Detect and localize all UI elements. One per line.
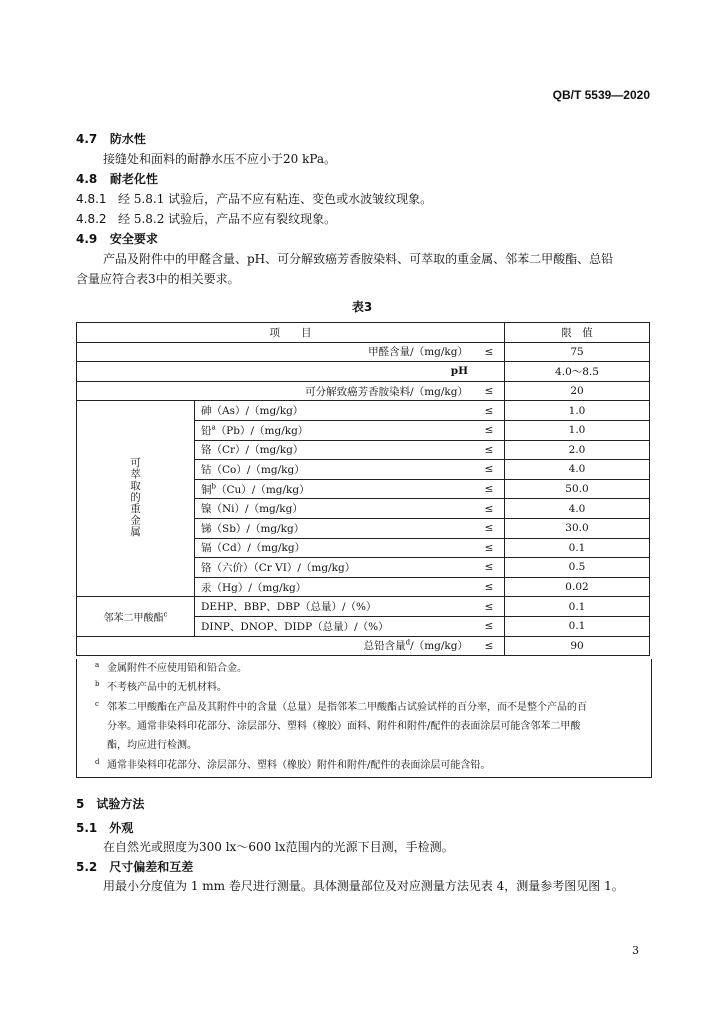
row-limit: 0.1: [505, 597, 650, 617]
row-limit: 0.1: [505, 538, 650, 558]
le-sign: ≤: [474, 577, 505, 597]
row-limit: 50.0: [505, 479, 650, 499]
footnote-mark: b: [211, 482, 216, 491]
requirements-table: [76, 322, 650, 656]
section-5-2-heading: 5.2 尺寸偏差和互差: [76, 860, 194, 874]
le-sign: ≤: [474, 558, 505, 578]
section-5-1-body: 在自然光或照度为300 lx～600 lx范围内的光源下目测，手检测。: [103, 840, 454, 854]
footnote-mark: c: [95, 700, 99, 708]
header-limit: 限 值: [505, 323, 650, 343]
row-limit: 4.0～8.5: [505, 362, 650, 382]
clause-body: 接缝处和面料的耐静水压不应小于20 kPa。: [103, 152, 337, 166]
clause-number: 4.9: [76, 232, 98, 246]
footnote-mark: d: [405, 638, 411, 647]
section-5-1-heading: 5.1 外观: [76, 821, 134, 835]
footnote-mark: a: [95, 661, 100, 669]
clause-title: 耐老化性: [109, 172, 158, 186]
section-5-heading: 5 试验方法: [76, 797, 145, 811]
table-row: [77, 401, 650, 421]
header-item: 项 目: [77, 323, 505, 343]
table-row: [77, 342, 650, 362]
clause-number: 4.8.2: [76, 212, 107, 226]
table-row: [77, 597, 650, 617]
group-label-text: 可萃取的重金属: [129, 457, 141, 538]
clause-title: 防水性: [109, 132, 146, 146]
row-limit: 0.02: [505, 577, 650, 597]
row-limit: 1.0: [505, 401, 650, 421]
le-sign: [474, 362, 505, 382]
row-item: 可分解致癌芳香胺染料/（mg/kg）: [77, 381, 475, 401]
clause-4-8-2: [76, 211, 336, 227]
le-sign: ≤: [474, 440, 505, 460]
footnote-mark: d: [95, 758, 100, 766]
clause-body-line-1: 产品及附件中的甲醛含量、pH、可分解致癌芳香胺染料、可萃取的重金属、邻苯二甲酸酯、总铅: [103, 252, 614, 266]
note-line: 分率。通常非染料印花部分、涂层部分、塑料（橡胶）面料、附件和附件/配件的表面涂层可能含邻苯二甲酸: [107, 721, 581, 732]
note-line: 酯，均应进行检测。: [107, 740, 197, 751]
row-limit: 4.0: [505, 460, 650, 480]
note-line: a 金属附件不应使用铅和铅合金。: [107, 659, 247, 679]
section-5-2-body: 用最小分度值为 1 mm 卷尺进行测量。具体测量部位及对应测量方法见表 4，测量参考图见图 1。: [103, 879, 624, 893]
standard-code: QB/T 5539—2020: [552, 88, 650, 102]
le-sign: ≤: [474, 460, 505, 480]
clause-text: 经 5.8.2 试验后，产品不应有裂纹现象。: [118, 212, 337, 226]
row-item: 锑（Sb）/（mg/kg）: [195, 518, 475, 538]
row-item: pH: [77, 362, 475, 382]
clause-number: 4.8: [76, 172, 98, 186]
row-limit: 30.0: [505, 518, 650, 538]
row-item: 铬（六价）（Cr VI）/（mg/kg）: [195, 558, 475, 578]
row-item: 甲醛含量/（mg/kg）: [77, 342, 475, 362]
table-caption: 表3: [351, 300, 373, 314]
footnote-mark: c: [163, 610, 168, 619]
le-sign: ≤: [474, 499, 505, 519]
clause-4-9: [76, 231, 158, 247]
le-sign: ≤: [474, 597, 505, 617]
clause-4-7: [76, 131, 146, 147]
le-sign: ≤: [474, 479, 505, 499]
row-item: 镉（Cd）/（mg/kg）: [195, 538, 475, 558]
clause-4-8: [76, 171, 158, 187]
row-limit: 4.0: [505, 499, 650, 519]
row-limit: 20: [505, 381, 650, 401]
row-item: 铅$^a$（Pb）/（mg/kg）: [195, 420, 475, 440]
row-item: 钴（Co）/（mg/kg）: [195, 460, 475, 480]
row-item: 铜$^b$（Cu）/（mg/kg）: [195, 479, 475, 499]
footnote-mark: a: [211, 423, 216, 432]
clause-body-line-2: 含量应符合表3中的相关要求。: [76, 272, 240, 286]
clause-4-8-1: [76, 191, 432, 207]
le-sign: ≤: [474, 381, 505, 401]
group-label-metals: [77, 401, 195, 597]
page-number: 3: [632, 944, 639, 957]
note-line: b 不考核产品中的无机材料。: [107, 678, 227, 698]
le-sign: ≤: [474, 420, 505, 440]
row-item: 总铅含量$^d$/（mg/kg）: [77, 636, 475, 656]
clause-number: 4.7: [76, 132, 98, 146]
clause-text: 经 5.8.1 试验后，产品不应有粘连、变色或水波皱纹现象。: [118, 192, 433, 206]
le-sign: ≤: [474, 518, 505, 538]
row-limit: 75: [505, 342, 650, 362]
row-limit: 1.0: [505, 420, 650, 440]
row-limit: 90: [505, 636, 650, 656]
row-item: DINP、DNOP、DIDP（总量）/（%）: [195, 616, 475, 636]
clause-number: 4.8.1: [76, 192, 107, 206]
clause-title: 安全要求: [109, 232, 158, 246]
le-sign: ≤: [474, 538, 505, 558]
row-limit: 0.1: [505, 616, 650, 636]
le-sign: ≤: [474, 401, 505, 421]
note-line: d 通常非染料印花部分、涂层部分、塑料（橡胶）附件和附件/配件的表面涂层可能含铅。: [107, 756, 490, 776]
row-limit: 2.0: [505, 440, 650, 460]
le-sign: ≤: [474, 636, 505, 656]
footnote-mark: b: [95, 680, 100, 688]
table-notes: [76, 659, 652, 778]
row-item: 砷（As）/（mg/kg）: [195, 401, 475, 421]
table-row: [77, 636, 650, 656]
table-row: [77, 362, 650, 382]
row-item: DEHP、BBP、DBP（总量）/（%）: [195, 597, 475, 617]
table-header-row: [77, 323, 650, 343]
le-sign: ≤: [474, 342, 505, 362]
note-line: c 邻苯二甲酸酯在产品及其附件中的含量（总量）是指邻苯二甲酸酯占试验试样的百分率，而不是整个产品的百: [107, 698, 587, 718]
le-sign: ≤: [474, 616, 505, 636]
table-row: [77, 381, 650, 401]
row-item: 铬（Cr）/（mg/kg）: [195, 440, 475, 460]
group-label-phthalates: 邻苯二甲酸酯$^c$: [77, 597, 195, 636]
row-item: 汞（Hg）/（mg/kg）: [195, 577, 475, 597]
row-item: 镍（Ni）/（mg/kg）: [195, 499, 475, 519]
row-limit: 0.5: [505, 558, 650, 578]
